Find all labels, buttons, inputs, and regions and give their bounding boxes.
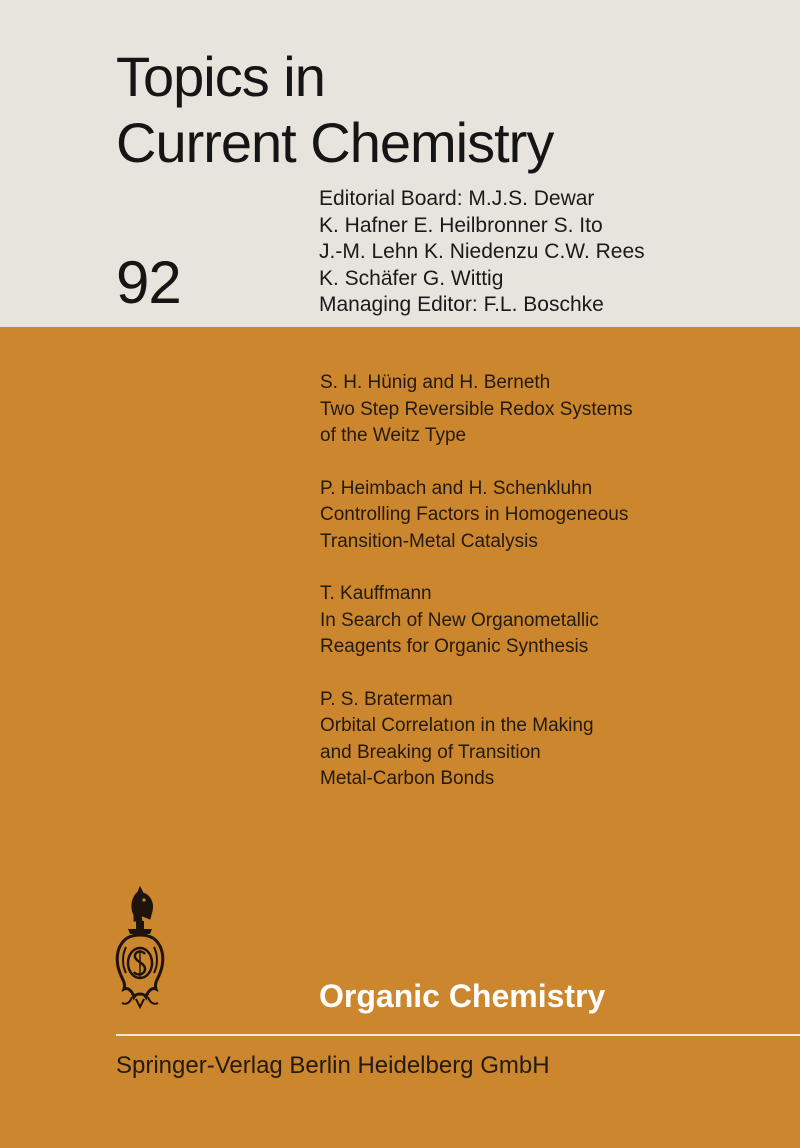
divider-rule [116,1034,800,1036]
editorial-line: K. Hafner E. Heilbronner S. Ito [319,213,603,237]
entry-title-line: Reagents for Organic Synthesis [320,636,589,657]
entry-authors: P. Heimbach and H. Schenkluhn [320,477,593,499]
entry-title-line: Metal-Carbon Bonds [320,768,495,789]
contents-entry [320,476,780,556]
entry-title-line: and Breaking of Transition [320,741,541,763]
editorial-line: J.-M. Lehn K. Niedenzu C.W. Rees [319,240,645,263]
editorial-line: Editorial Board: M.J.S. Dewar [319,187,595,210]
entry-authors: T. Kauffmann [320,583,432,604]
series-title [116,44,786,176]
contents-entry [320,370,780,450]
managing-editor-line: Managing Editor: F.L. Boschke [319,293,604,316]
springer-knight-logo-icon [112,885,168,1011]
editorial-board [319,186,789,319]
publisher-name: Springer-Verlag Berlin Heidelberg GmbH [116,1052,550,1079]
entry-authors: S. H. Hünig and H. Berneth [320,372,551,393]
series-title-line: Current Chemistry [116,111,554,174]
entry-authors: P. S. Braterman [320,688,453,710]
entry-title-line: Orbital Correlatıon in the Making [320,715,594,736]
entry-title-line: of the Weitz Type [320,425,467,446]
editorial-line: K. Schäfer G. Wittig [319,266,504,290]
contents-entry [320,581,780,661]
contents-entry [320,687,780,793]
volume-number: 92 [116,249,181,316]
entry-title-line: Transition-Metal Catalysis [320,530,538,552]
entry-title-line: Two Step Reversible Redox Systems [320,398,633,420]
subject-label: Organic Chemistry [319,978,606,1014]
contents-list [320,370,780,819]
series-title-line: Topics in [116,45,325,108]
entry-title-line: In Search of New Organometallic [320,609,599,631]
entry-title-line: Controlling Factors in Homogeneous [320,504,629,525]
